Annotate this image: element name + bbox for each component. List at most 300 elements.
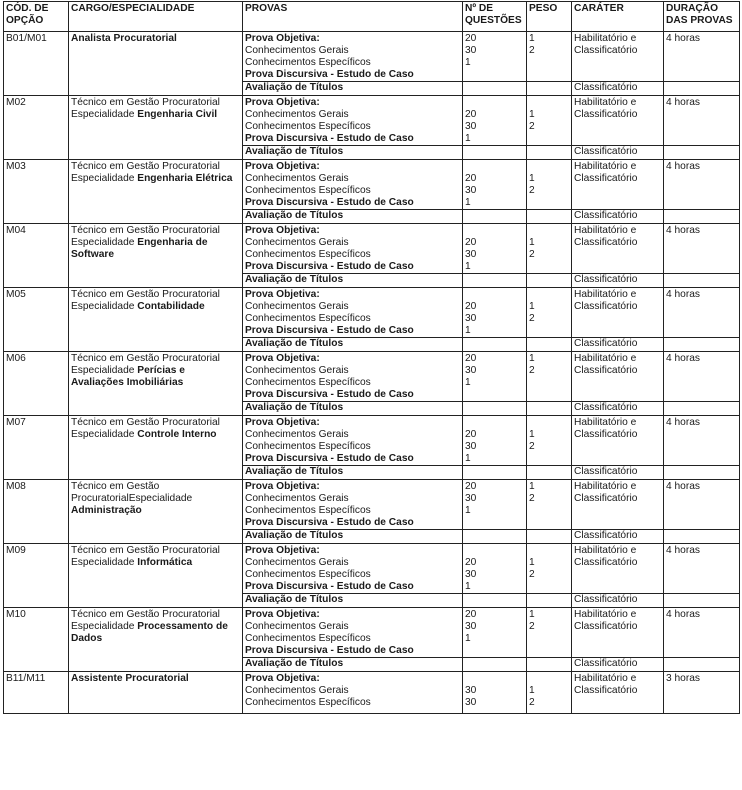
carater-classificatorio: Classificatório <box>572 338 664 352</box>
duracao-value: 4 horas <box>666 33 700 44</box>
cargo-specialty: Perícias e Avaliações Imobiliárias <box>71 365 185 388</box>
conhecimentos-especificos-label: Conhecimentos Específicos <box>245 249 371 260</box>
option-code-cell <box>4 544 69 608</box>
empty-cell <box>527 274 572 288</box>
duracao-cell <box>664 416 740 466</box>
carater-hab: Habilitatório e <box>574 289 637 300</box>
carater-cell <box>572 480 664 530</box>
questoes-value: 1 <box>465 453 471 464</box>
carater-hab: Habilitatório e <box>574 417 637 428</box>
option-code-cell <box>4 608 69 672</box>
prova-objetiva-label: Prova Objetiva: <box>245 673 320 684</box>
empty-cell <box>664 274 740 288</box>
questoes-value: 1 <box>465 197 471 208</box>
questoes-value: 30 <box>465 313 477 324</box>
questoes-cell <box>463 96 527 146</box>
option-code: M06 <box>6 353 26 364</box>
cargo-cell <box>69 352 243 416</box>
peso-value: 2 <box>529 313 535 324</box>
prova-objetiva-label: Prova Objetiva: <box>245 353 320 364</box>
questoes-value: 30 <box>465 365 477 376</box>
cargo-cell <box>69 224 243 288</box>
questoes-value: 30 <box>465 621 477 632</box>
carater-cell <box>572 672 664 714</box>
empty-cell <box>527 658 572 672</box>
questoes-cell <box>463 480 527 530</box>
peso-value: 2 <box>529 493 535 504</box>
header-carater: CARÁTER <box>572 2 664 32</box>
option-code: M10 <box>6 609 26 620</box>
cargo-cell <box>69 416 243 480</box>
duracao-value: 3 horas <box>666 673 700 684</box>
cargo-prefix: Técnico em Gestão Procuratorial Especialidade <box>71 289 220 312</box>
option-code-cell <box>4 416 69 480</box>
questoes-value: 1 <box>465 505 471 516</box>
conhecimentos-gerais-label: Conhecimentos Gerais <box>245 109 349 120</box>
empty-cell <box>664 530 740 544</box>
option-code-cell <box>4 224 69 288</box>
duracao-cell <box>664 544 740 594</box>
table-row <box>4 544 740 594</box>
conhecimentos-especificos-label: Conhecimentos Específicos <box>245 569 371 580</box>
carater-classificatorio: Classificatório <box>572 82 664 96</box>
conhecimentos-gerais-label: Conhecimentos Gerais <box>245 493 349 504</box>
empty-cell <box>664 658 740 672</box>
option-code: M07 <box>6 417 26 428</box>
prova-objetiva-label: Prova Objetiva: <box>245 609 320 620</box>
conhecimentos-gerais-label: Conhecimentos Gerais <box>245 173 349 184</box>
option-code: M02 <box>6 97 26 108</box>
provas-cell <box>243 480 463 530</box>
table-row <box>4 608 740 658</box>
questoes-value: 1 <box>465 581 471 592</box>
exam-table-body <box>4 32 740 714</box>
option-code-cell <box>4 288 69 352</box>
peso-value: 1 <box>529 685 535 696</box>
carater-cell <box>572 288 664 338</box>
peso-value: 2 <box>529 365 535 376</box>
carater-cell <box>572 32 664 82</box>
conhecimentos-especificos-label: Conhecimentos Específicos <box>245 185 371 196</box>
carater-classificatorio: Classificatório <box>572 530 664 544</box>
carater-class: Classificatório <box>574 685 638 696</box>
carater-class: Classificatório <box>574 45 638 56</box>
option-code-cell <box>4 672 69 714</box>
conhecimentos-gerais-label: Conhecimentos Gerais <box>245 237 349 248</box>
provas-cell <box>243 352 463 402</box>
carater-classificatorio: Classificatório <box>572 402 664 416</box>
header-peso: PESO <box>527 2 572 32</box>
conhecimentos-gerais-label: Conhecimentos Gerais <box>245 365 349 376</box>
questoes-value: 30 <box>465 685 477 696</box>
questoes-value: 20 <box>465 173 477 184</box>
prova-discursiva-label: Prova Discursiva - Estudo de Caso <box>245 581 414 592</box>
avaliacao-titulos: Avaliação de Títulos <box>243 594 463 608</box>
peso-value: 2 <box>529 45 535 56</box>
empty-cell <box>527 146 572 160</box>
option-code: M04 <box>6 225 26 236</box>
header-row <box>4 2 740 32</box>
duracao-cell <box>664 352 740 402</box>
carater-classificatorio: Classificatório <box>572 210 664 224</box>
cargo-prefix: Técnico em Gestão Procuratorial Especialidade <box>71 353 220 376</box>
provas-cell <box>243 544 463 594</box>
prova-objetiva-label: Prova Objetiva: <box>245 545 320 556</box>
peso-cell <box>527 288 572 338</box>
carater-classificatorio: Classificatório <box>572 274 664 288</box>
cargo-prefix: Técnico em Gestão Procuratorial Especialidade <box>71 545 220 568</box>
conhecimentos-gerais-label: Conhecimentos Gerais <box>245 301 349 312</box>
questoes-value: 1 <box>465 377 471 388</box>
peso-value: 1 <box>529 481 535 492</box>
prova-objetiva-label: Prova Objetiva: <box>245 417 320 428</box>
provas-cell <box>243 160 463 210</box>
peso-value: 2 <box>529 185 535 196</box>
questoes-value: 20 <box>465 33 477 44</box>
questoes-value: 1 <box>465 57 471 68</box>
carater-class: Classificatório <box>574 173 638 184</box>
empty-cell <box>664 82 740 96</box>
prova-objetiva-label: Prova Objetiva: <box>245 481 320 492</box>
cargo-prefix: Técnico em Gestão ProcuratorialEspecialidade <box>71 481 193 504</box>
prova-objetiva-label: Prova Objetiva: <box>245 33 320 44</box>
questoes-value: 20 <box>465 609 477 620</box>
option-code: M08 <box>6 481 26 492</box>
empty-cell <box>463 402 527 416</box>
cargo-cell <box>69 608 243 672</box>
peso-cell <box>527 32 572 82</box>
empty-cell <box>463 658 527 672</box>
peso-cell <box>527 480 572 530</box>
carater-class: Classificatório <box>574 301 638 312</box>
carater-hab: Habilitatório e <box>574 609 637 620</box>
avaliacao-titulos: Avaliação de Títulos <box>243 274 463 288</box>
prova-discursiva-label: Prova Discursiva - Estudo de Caso <box>245 453 414 464</box>
cargo-cell <box>69 96 243 160</box>
conhecimentos-especificos-label: Conhecimentos Específicos <box>245 633 371 644</box>
cargo-specialty: Controle Interno <box>137 429 217 440</box>
option-code: M03 <box>6 161 26 172</box>
empty-cell <box>463 530 527 544</box>
conhecimentos-especificos-label: Conhecimentos Específicos <box>245 441 371 452</box>
option-code-cell <box>4 480 69 544</box>
duracao-value: 4 horas <box>666 545 700 556</box>
duracao-value: 4 horas <box>666 417 700 428</box>
peso-cell <box>527 416 572 466</box>
duracao-cell <box>664 96 740 146</box>
carater-hab: Habilitatório e <box>574 673 637 684</box>
cargo-specialty: Contabilidade <box>137 301 205 312</box>
provas-cell <box>243 608 463 658</box>
carater-classificatorio: Classificatório <box>572 594 664 608</box>
provas-cell <box>243 32 463 82</box>
option-code: M05 <box>6 289 26 300</box>
questoes-value: 20 <box>465 429 477 440</box>
duracao-cell <box>664 288 740 338</box>
questoes-value: 30 <box>465 493 477 504</box>
carater-hab: Habilitatório e <box>574 33 637 44</box>
peso-cell <box>527 224 572 274</box>
questoes-cell <box>463 160 527 210</box>
questoes-cell <box>463 32 527 82</box>
table-row <box>4 480 740 530</box>
option-code-cell <box>4 32 69 96</box>
peso-value: 1 <box>529 109 535 120</box>
empty-cell <box>664 466 740 480</box>
prova-objetiva-label: Prova Objetiva: <box>245 161 320 172</box>
option-code: B11/M11 <box>6 673 46 684</box>
peso-cell <box>527 544 572 594</box>
empty-cell <box>463 146 527 160</box>
table-row <box>4 224 740 274</box>
option-code: M09 <box>6 545 26 556</box>
peso-cell <box>527 160 572 210</box>
duracao-value: 4 horas <box>666 225 700 236</box>
avaliacao-titulos: Avaliação de Títulos <box>243 210 463 224</box>
questoes-value: 20 <box>465 481 477 492</box>
cargo-cell <box>69 160 243 224</box>
duracao-value: 4 horas <box>666 609 700 620</box>
prova-discursiva-label: Prova Discursiva - Estudo de Caso <box>245 69 414 80</box>
questoes-value: 30 <box>465 441 477 452</box>
carater-cell <box>572 544 664 594</box>
table-row <box>4 96 740 146</box>
conhecimentos-especificos-label: Conhecimentos Específicos <box>245 377 371 388</box>
peso-value: 2 <box>529 569 535 580</box>
carater-classificatorio: Classificatório <box>572 658 664 672</box>
prova-discursiva-label: Prova Discursiva - Estudo de Caso <box>245 261 414 272</box>
carater-hab: Habilitatório e <box>574 161 637 172</box>
conhecimentos-especificos-label: Conhecimentos Específicos <box>245 697 371 708</box>
header-questoes: Nº DE QUESTÕES <box>463 2 527 32</box>
cargo-prefix: Técnico em Gestão Procuratorial Especialidade <box>71 609 220 632</box>
carater-classificatorio: Classificatório <box>572 466 664 480</box>
duracao-value: 4 horas <box>666 353 700 364</box>
provas-cell <box>243 288 463 338</box>
empty-cell <box>527 466 572 480</box>
empty-cell <box>527 338 572 352</box>
peso-cell <box>527 672 572 714</box>
questoes-cell <box>463 224 527 274</box>
carater-cell <box>572 352 664 402</box>
cargo-prefix: Técnico em Gestão Procuratorial Especialidade <box>71 225 220 248</box>
peso-value: 1 <box>529 353 535 364</box>
empty-cell <box>463 466 527 480</box>
table-row <box>4 160 740 210</box>
questoes-cell <box>463 672 527 714</box>
empty-cell <box>527 530 572 544</box>
carater-cell <box>572 416 664 466</box>
carater-class: Classificatório <box>574 109 638 120</box>
carater-cell <box>572 96 664 146</box>
carater-class: Classificatório <box>574 493 638 504</box>
conhecimentos-gerais-label: Conhecimentos Gerais <box>245 557 349 568</box>
conhecimentos-gerais-label: Conhecimentos Gerais <box>245 685 349 696</box>
option-code-cell <box>4 96 69 160</box>
cargo-cell <box>69 480 243 544</box>
cargo-prefix: Técnico em Gestão Procuratorial Especialidade <box>71 97 220 120</box>
avaliacao-titulos: Avaliação de Títulos <box>243 530 463 544</box>
cargo-specialty: Engenharia Civil <box>137 109 218 120</box>
duracao-cell <box>664 480 740 530</box>
cargo-specialty: Processamento de Dados <box>71 621 228 644</box>
questoes-value: 1 <box>465 325 471 336</box>
carater-cell <box>572 224 664 274</box>
duracao-cell <box>664 224 740 274</box>
questoes-value: 30 <box>465 45 477 56</box>
table-row <box>4 672 740 714</box>
cargo-cell <box>69 544 243 608</box>
empty-cell <box>664 402 740 416</box>
avaliacao-titulos: Avaliação de Títulos <box>243 658 463 672</box>
empty-cell <box>527 402 572 416</box>
peso-value: 1 <box>529 237 535 248</box>
questoes-cell <box>463 288 527 338</box>
carater-hab: Habilitatório e <box>574 97 637 108</box>
duracao-cell <box>664 160 740 210</box>
questoes-cell <box>463 608 527 658</box>
avaliacao-titulos: Avaliação de Títulos <box>243 82 463 96</box>
conhecimentos-gerais-label: Conhecimentos Gerais <box>245 45 349 56</box>
questoes-value: 30 <box>465 249 477 260</box>
carater-hab: Habilitatório e <box>574 481 637 492</box>
empty-cell <box>463 274 527 288</box>
prova-discursiva-label: Prova Discursiva - Estudo de Caso <box>245 389 414 400</box>
avaliacao-titulos: Avaliação de Títulos <box>243 338 463 352</box>
table-row <box>4 288 740 338</box>
peso-value: 1 <box>529 301 535 312</box>
carater-classificatorio: Classificatório <box>572 146 664 160</box>
header-provas: PROVAS <box>243 2 463 32</box>
option-code: B01/M01 <box>6 33 47 44</box>
cargo-specialty: Administração <box>71 505 142 516</box>
option-code-cell <box>4 352 69 416</box>
conhecimentos-especificos-label: Conhecimentos Específicos <box>245 57 371 68</box>
peso-value: 2 <box>529 249 535 260</box>
peso-cell <box>527 96 572 146</box>
conhecimentos-gerais-label: Conhecimentos Gerais <box>245 429 349 440</box>
empty-cell <box>664 594 740 608</box>
questoes-value: 20 <box>465 301 477 312</box>
table-row <box>4 416 740 466</box>
questoes-value: 20 <box>465 353 477 364</box>
duracao-value: 4 horas <box>666 289 700 300</box>
provas-cell <box>243 224 463 274</box>
carater-class: Classificatório <box>574 237 638 248</box>
conhecimentos-especificos-label: Conhecimentos Específicos <box>245 121 371 132</box>
peso-value: 1 <box>529 429 535 440</box>
peso-value: 1 <box>529 33 535 44</box>
carater-cell <box>572 608 664 658</box>
prova-discursiva-label: Prova Discursiva - Estudo de Caso <box>245 133 414 144</box>
peso-cell <box>527 352 572 402</box>
duracao-cell <box>664 672 740 714</box>
questoes-value: 30 <box>465 569 477 580</box>
cargo-cell <box>69 288 243 352</box>
cargo-cell <box>69 32 243 96</box>
cargo-cell <box>69 672 243 714</box>
empty-cell <box>664 146 740 160</box>
peso-value: 2 <box>529 121 535 132</box>
peso-value: 1 <box>529 173 535 184</box>
conhecimentos-gerais-label: Conhecimentos Gerais <box>245 621 349 632</box>
avaliacao-titulos: Avaliação de Títulos <box>243 402 463 416</box>
peso-value: 1 <box>529 557 535 568</box>
carater-hab: Habilitatório e <box>574 225 637 236</box>
cargo-specialty: Assistente Procuratorial <box>71 673 189 684</box>
carater-hab: Habilitatório e <box>574 353 637 364</box>
prova-discursiva-label: Prova Discursiva - Estudo de Caso <box>245 645 414 656</box>
header-cod: CÓD. DE OPÇÃO <box>4 2 69 32</box>
carater-cell <box>572 160 664 210</box>
duracao-cell <box>664 608 740 658</box>
option-code-cell <box>4 160 69 224</box>
questoes-value: 1 <box>465 261 471 272</box>
questoes-value: 30 <box>465 697 477 708</box>
carater-class: Classificatório <box>574 557 638 568</box>
questoes-value: 1 <box>465 133 471 144</box>
duracao-cell <box>664 32 740 82</box>
carater-hab: Habilitatório e <box>574 545 637 556</box>
questoes-cell <box>463 352 527 402</box>
empty-cell <box>463 338 527 352</box>
avaliacao-titulos: Avaliação de Títulos <box>243 466 463 480</box>
questoes-value: 30 <box>465 185 477 196</box>
questoes-value: 1 <box>465 633 471 644</box>
cargo-prefix: Técnico em Gestão Procuratorial Especialidade <box>71 417 220 440</box>
peso-value: 2 <box>529 441 535 452</box>
prova-discursiva-label: Prova Discursiva - Estudo de Caso <box>245 325 414 336</box>
prova-objetiva-label: Prova Objetiva: <box>245 97 320 108</box>
empty-cell <box>463 594 527 608</box>
questoes-value: 20 <box>465 237 477 248</box>
questoes-value: 20 <box>465 557 477 568</box>
provas-cell <box>243 672 463 714</box>
carater-class: Classificatório <box>574 429 638 440</box>
empty-cell <box>527 594 572 608</box>
table-row <box>4 352 740 402</box>
conhecimentos-especificos-label: Conhecimentos Específicos <box>245 313 371 324</box>
header-duracao: DURAÇÃO DAS PROVAS <box>664 2 740 32</box>
empty-cell <box>664 210 740 224</box>
peso-value: 2 <box>529 621 535 632</box>
duracao-value: 4 horas <box>666 481 700 492</box>
carater-class: Classificatório <box>574 621 638 632</box>
empty-cell <box>463 210 527 224</box>
questoes-cell <box>463 416 527 466</box>
cargo-specialty: Engenharia de Software <box>71 237 208 260</box>
prova-objetiva-label: Prova Objetiva: <box>245 289 320 300</box>
questoes-value: 30 <box>465 121 477 132</box>
empty-cell <box>664 338 740 352</box>
questoes-cell <box>463 544 527 594</box>
provas-cell <box>243 96 463 146</box>
duracao-value: 4 horas <box>666 97 700 108</box>
cargo-specialty: Informática <box>137 557 193 568</box>
conhecimentos-especificos-label: Conhecimentos Específicos <box>245 505 371 516</box>
prova-discursiva-label: Prova Discursiva - Estudo de Caso <box>245 197 414 208</box>
peso-value: 2 <box>529 697 535 708</box>
avaliacao-titulos: Avaliação de Títulos <box>243 146 463 160</box>
empty-cell <box>527 210 572 224</box>
duracao-value: 4 horas <box>666 161 700 172</box>
provas-cell <box>243 416 463 466</box>
exam-table <box>3 1 740 714</box>
cargo-specialty: Analista Procuratorial <box>71 33 177 44</box>
carater-class: Classificatório <box>574 365 638 376</box>
empty-cell <box>527 82 572 96</box>
prova-objetiva-label: Prova Objetiva: <box>245 225 320 236</box>
